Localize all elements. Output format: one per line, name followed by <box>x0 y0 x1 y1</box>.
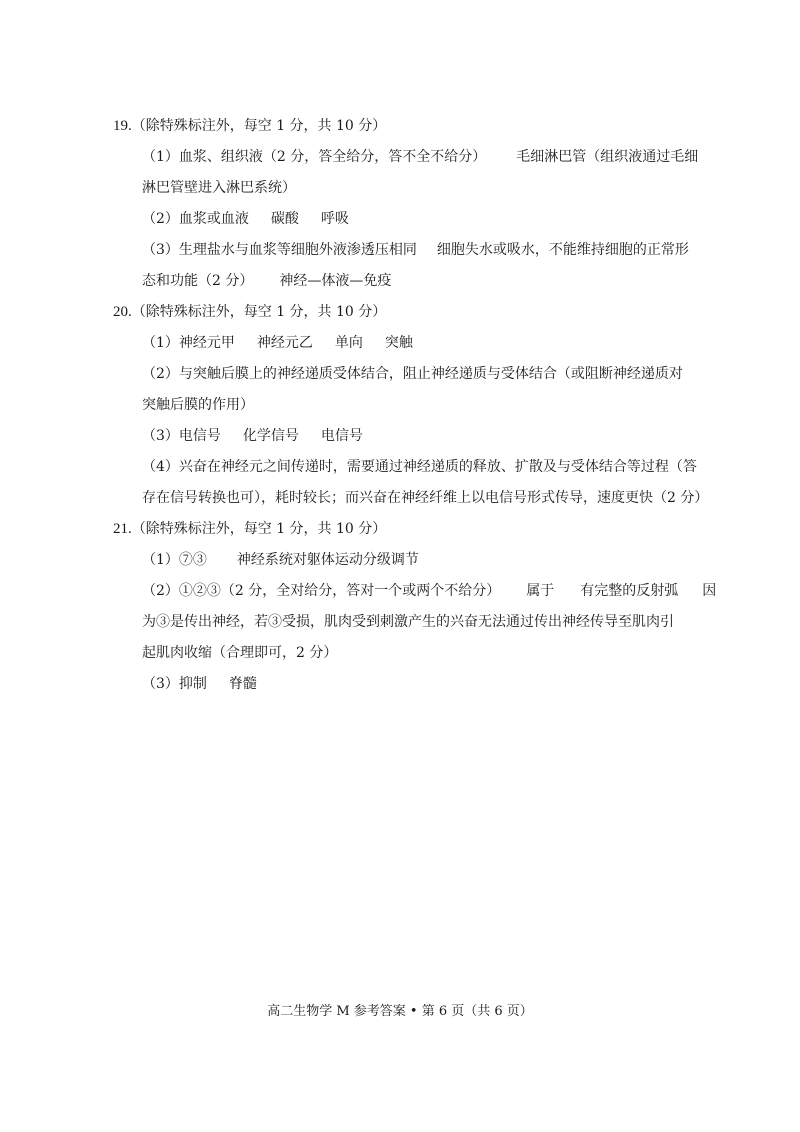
q20-part2-line1: （2）与突触后膜上的神经递质受体结合，阻止神经递质与受体结合（或阻断神经递质对 <box>142 366 683 382</box>
q21-p2-answer-b: 属于 <box>526 583 555 599</box>
q19-part3-line1 <box>142 239 689 259</box>
q20-p3-answer-a: （3）电信号 <box>142 428 221 444</box>
q19-p3-answer-a: （3）生理盐水与血浆等细胞外液渗透压相同 <box>142 242 417 258</box>
q19-header <box>113 115 386 135</box>
q20-part4-line2: 存在信号转换也可），耗时较长；而兴奋在神经纤维上以电信号形式传导，速度更快（2 分） <box>142 490 709 506</box>
q20-p3-answer-b: 化学信号 <box>242 428 299 444</box>
q19-part2 <box>142 208 349 228</box>
q19-p3-answer-c: 态和功能（2 分） <box>142 273 254 289</box>
q21-p2-answer-a: （2）①②③（2 分，全对给分，答对一个或两个不给分） <box>142 583 501 599</box>
q21-p3-answer-a: （3）抑制 <box>142 676 207 692</box>
q21-part2-line3: 起肌肉收缩（合理即可，2 分） <box>142 645 338 661</box>
q19-p2-answer-a: （2）血浆或血液 <box>142 211 249 227</box>
q21-part3 <box>142 673 257 693</box>
q20-p1-answer-c: 单向 <box>334 335 363 351</box>
q19-p1-answer-a: （1）血浆、组织液（2 分，答全给分，答不全不给分） <box>142 149 487 165</box>
q21-p1-answer-b: 神经系统对躯体运动分级调节 <box>236 552 419 568</box>
q19-p1-answer-b: 毛细淋巴管（组织液通过毛细 <box>516 149 699 165</box>
q20-p1-answer-b: 神经元乙 <box>256 335 313 351</box>
q19-p3-answer-b: 细胞失水或吸水，不能维持细胞的正常形 <box>436 242 689 258</box>
q19-p3-answer-d: 神经—体液—免疫 <box>279 273 392 289</box>
page-footer: 高二生物学 M 参考答案 • 第 6 页（共 6 页） <box>267 1004 533 1019</box>
q21-p3-answer-b: 脊髓 <box>228 676 257 692</box>
q19-part1-line2: 淋巴管壁进入淋巴系统） <box>142 180 296 196</box>
q20-part2-line2: 突触后膜的作用） <box>142 397 254 413</box>
q19-number: 19. <box>113 118 132 134</box>
q20-part4-line1: （4）兴奋在神经元之间传递时，需要通过神经递质的释放、扩散及与受体结合等过程（答 <box>142 459 697 475</box>
q19-part3-line2 <box>142 270 391 290</box>
q20-part3 <box>142 425 363 445</box>
q19-part1-line1 <box>142 146 698 166</box>
q21-p2-answer-d: 因 <box>702 583 717 599</box>
q21-part2-line1 <box>142 580 716 600</box>
q20-p1-answer-a: （1）神经元甲 <box>142 335 235 351</box>
q20-p1-answer-d: 突触 <box>384 335 413 351</box>
q21-p1-answer-a: （1）⑦③ <box>142 552 207 568</box>
q19-note: （除特殊标注外，每空 1 分，共 10 分） <box>131 118 387 134</box>
q21-note: （除特殊标注外，每空 1 分，共 10 分） <box>131 521 387 537</box>
q21-p2-answer-c: 有完整的反射弧 <box>580 583 679 599</box>
q20-header <box>113 301 386 321</box>
q20-part1 <box>142 332 413 352</box>
q21-part1 <box>142 549 419 569</box>
q19-p2-answer-b: 碳酸 <box>270 211 299 227</box>
q20-p3-answer-c: 电信号 <box>320 428 363 444</box>
q20-number: 20. <box>113 304 132 320</box>
q21-header <box>113 518 386 538</box>
q20-note: （除特殊标注外，每空 1 分，共 10 分） <box>131 304 387 320</box>
q21-number: 21. <box>113 521 132 537</box>
q21-part2-line2: 为③是传出神经，若③受损，肌肉受到刺激产生的兴奋无法通过传出神经传导至肌肉引 <box>142 614 674 630</box>
q19-p2-answer-c: 呼吸 <box>320 211 349 227</box>
